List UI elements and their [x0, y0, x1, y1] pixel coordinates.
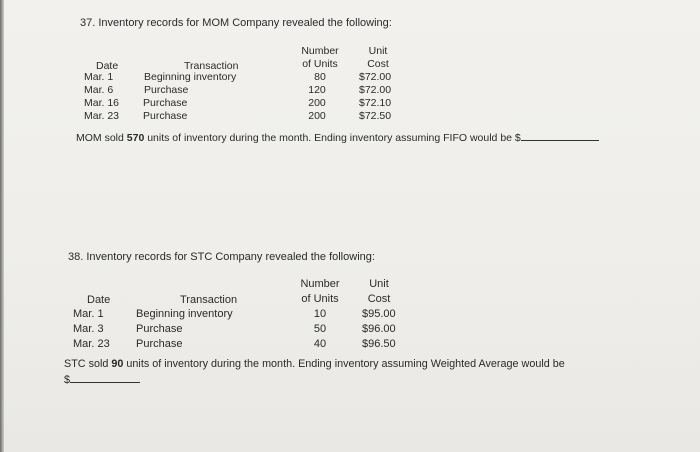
page-edge-shadow: [0, 0, 4, 452]
q38-row-2-cost: $96.00: [362, 323, 396, 335]
q37-row-1-date: Mar. 1: [84, 71, 114, 83]
q38-row-1-transaction: Beginning inventory: [136, 308, 233, 320]
q38-question: STC sold 90 units of inventory during the month. Ending inventory assuming Weighted Average would be: [64, 358, 565, 370]
q37-row-3-cost: $72.10: [359, 97, 392, 109]
q38-header-unit-cost: Unit Cost: [367, 278, 391, 305]
q38-row-2-units: 50: [313, 323, 327, 335]
q38-row-3-cost: $96.50: [362, 338, 396, 350]
q37-header-transaction: Transaction: [184, 60, 239, 72]
q38-title: 38. Inventory records for STC Company revealed the following:: [68, 251, 375, 263]
q38-row-1-cost: $95.00: [362, 308, 396, 320]
q37-header-unit-cost: Unit Cost: [367, 45, 389, 70]
q38-row-1-date: Mar. 1: [73, 308, 104, 320]
q38-row-3-date: Mar. 23: [73, 338, 110, 350]
q38-header-transaction: Transaction: [180, 294, 238, 306]
q38-answer-line: $: [64, 373, 140, 388]
q37-question: MOM sold 570 units of inventory during the month. Ending inventory assuming FIFO would be $: [76, 132, 599, 145]
q38-header-date: Date: [87, 294, 111, 306]
q37-row-2-date: Mar. 6: [84, 84, 114, 96]
q37-row-4-date: Mar. 23: [84, 110, 120, 122]
q37-row-3-date: Mar. 16: [84, 97, 120, 109]
q38-row-2-date: Mar. 3: [73, 323, 104, 335]
q37-row-4-units: 200: [308, 110, 326, 122]
q37-title: 37. Inventory records for MOM Company revealed the following:: [80, 17, 392, 29]
q37-row-4-cost: $72.50: [359, 110, 392, 122]
q37-header-date: Date: [96, 60, 119, 72]
q37-answer-blank[interactable]: [521, 140, 599, 141]
q37-row-3-transaction: Purchase: [143, 97, 188, 109]
q37-row-2-transaction: Purchase: [144, 84, 189, 96]
q38-row-1-units: 10: [313, 308, 327, 320]
q38-row-2-transaction: Purchase: [136, 323, 183, 335]
q37-row-1-units: 80: [314, 71, 326, 83]
q38-row-3-transaction: Purchase: [136, 338, 183, 350]
q37-row-3-units: 200: [308, 97, 326, 109]
q37-header-number: Number of Units: [301, 45, 339, 70]
q37-row-2-cost: $72.00: [359, 84, 392, 96]
q37-row-4-transaction: Purchase: [143, 110, 188, 122]
q38-row-3-units: 40: [313, 338, 327, 350]
q37-row-1-cost: $72.00: [359, 71, 392, 83]
q37-row-2-units: 120: [308, 84, 326, 96]
q38-answer-blank[interactable]: [70, 382, 140, 383]
q37-row-1-transaction: Beginning inventory: [144, 71, 237, 83]
q38-header-number: Number of Units: [300, 278, 340, 305]
